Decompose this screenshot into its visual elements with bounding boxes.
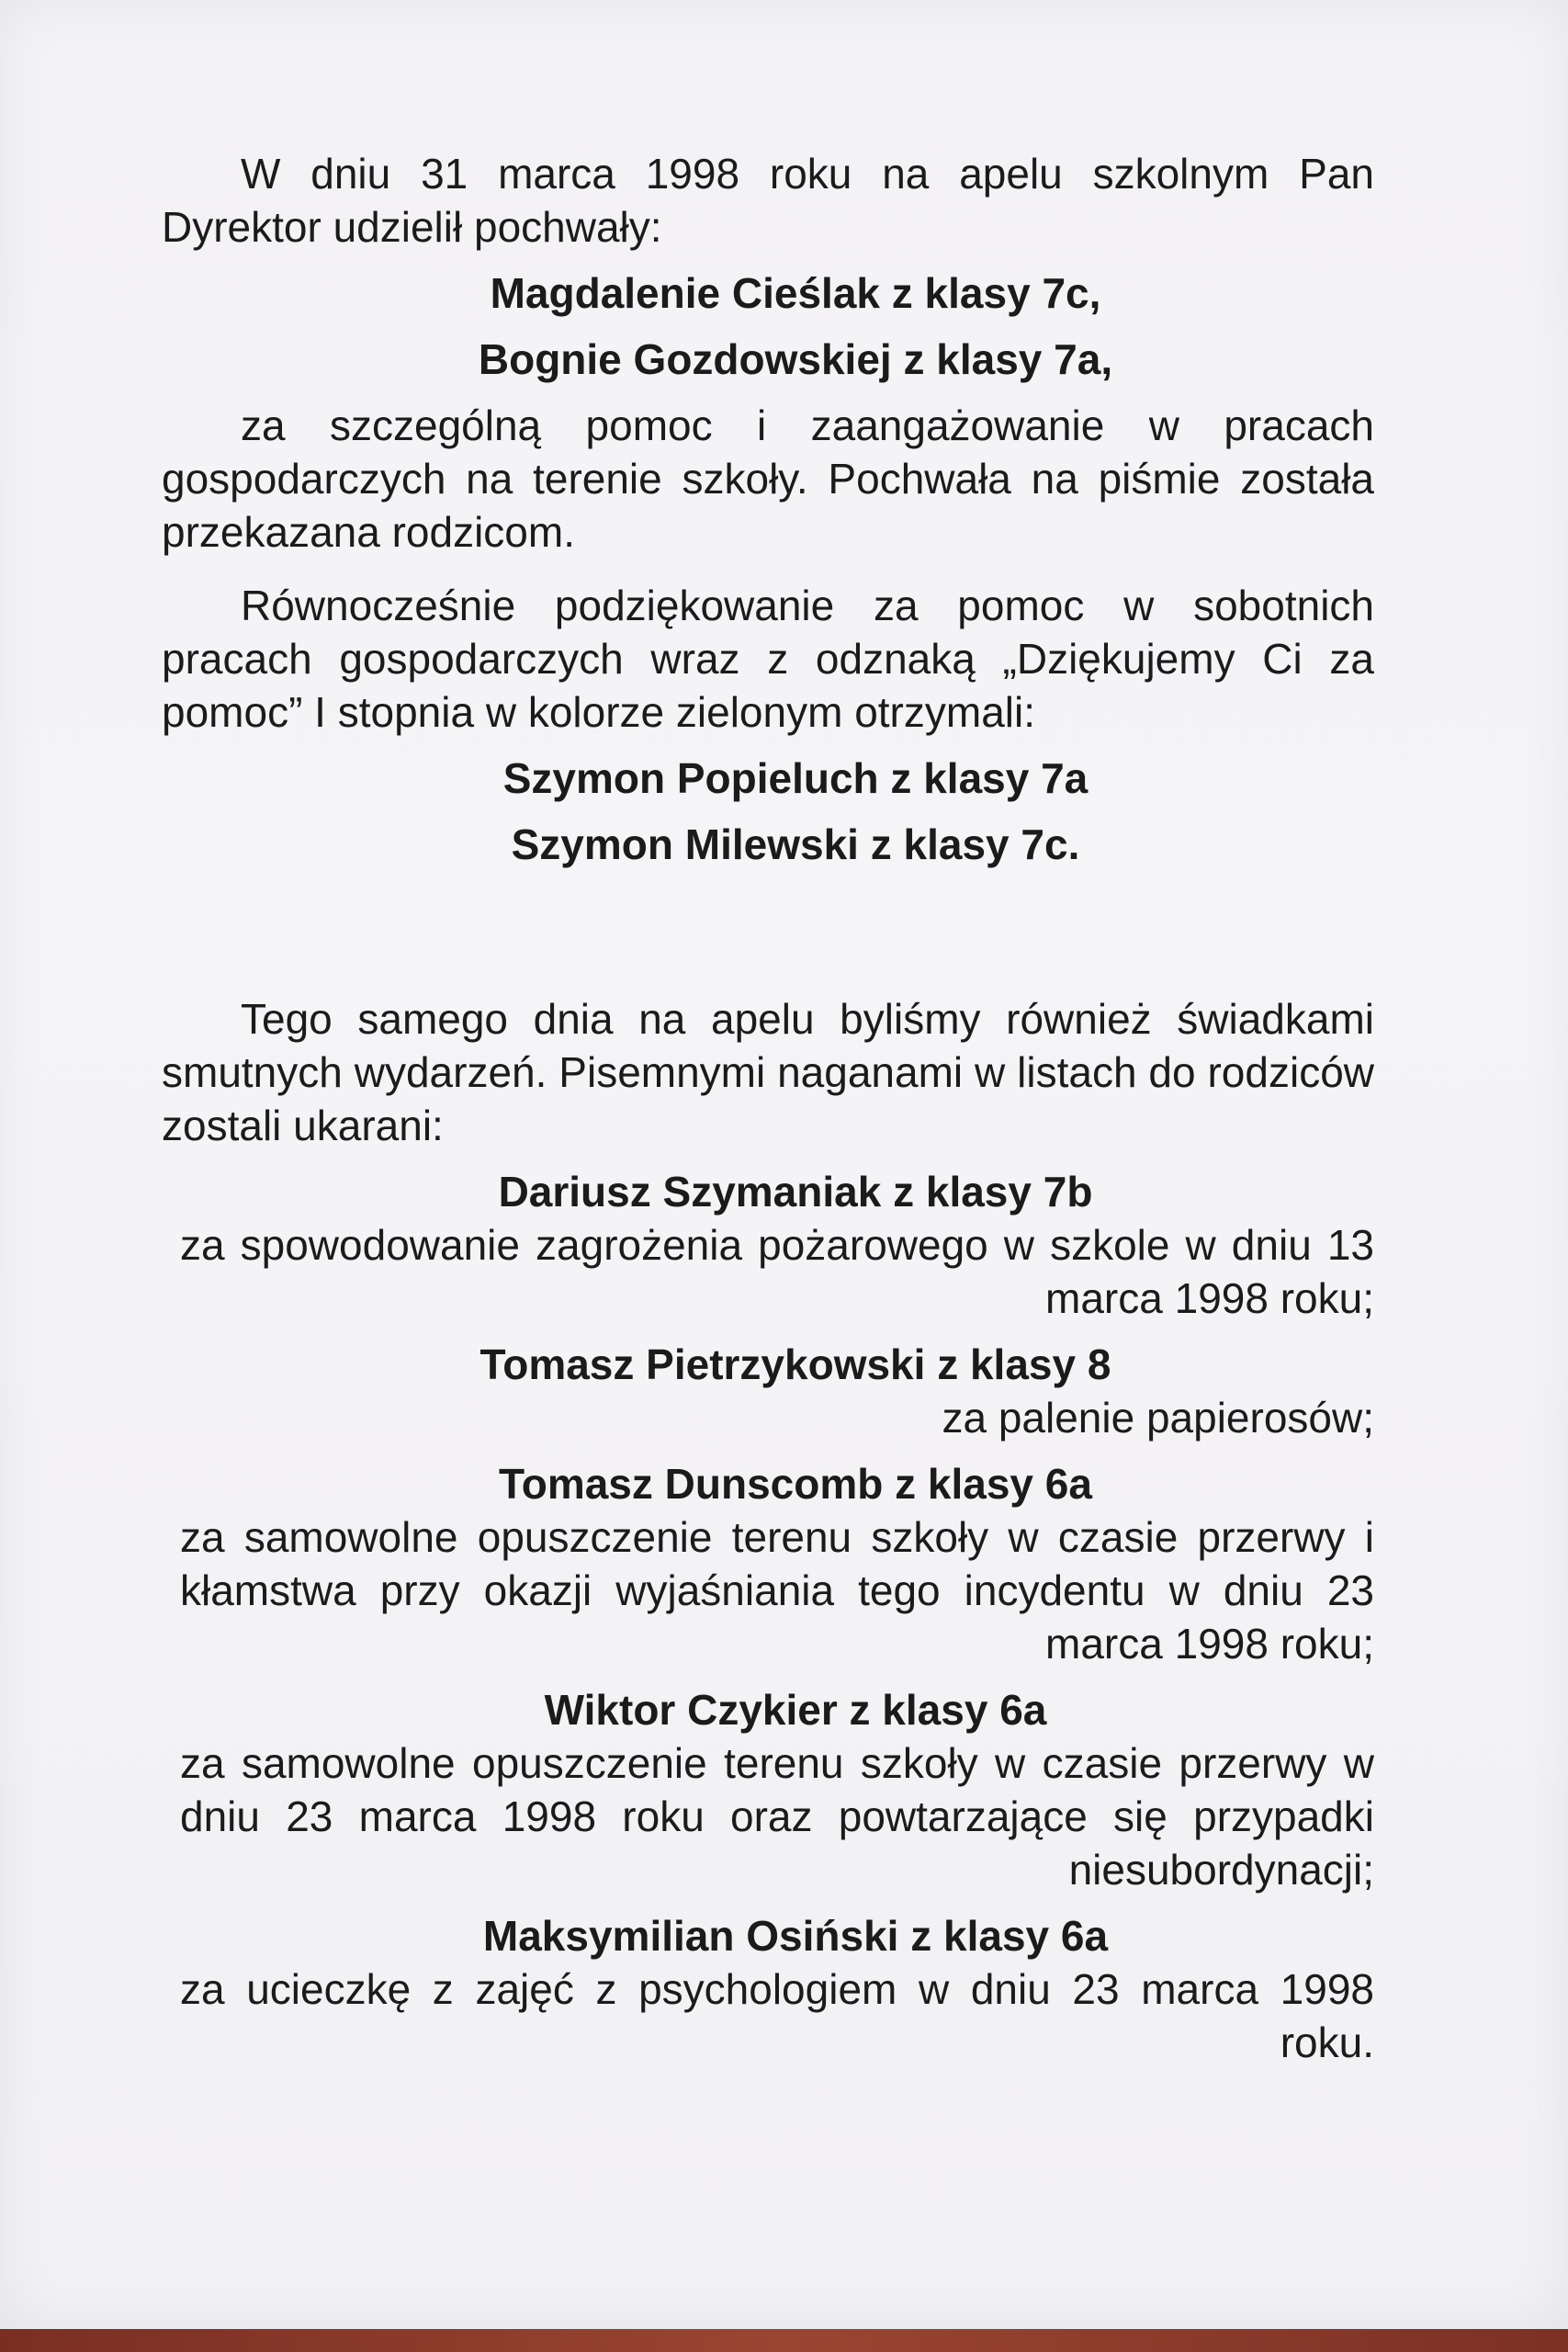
praise-intro: W dniu 31 marca 1998 roku na apelu szkolnym Pan Dyrektor udzielił pochwały:	[162, 150, 1374, 251]
praise-reason: za szczególną pomoc i zaangażowanie w pracach gospodarczych na terenie szkoły. Pochwała na piśmie została przekazana rodzicom.	[162, 401, 1374, 556]
reprimand-reason: za ucieczkę z zajęć z psychologiem w dniu 23 marca 1998 roku.	[180, 1965, 1374, 2066]
reprimanded-student-name: Maksymilian Osiński z klasy 6a	[482, 1912, 1109, 1960]
reprimanded-student-name: Tomasz Dunscomb z klasy 6a	[499, 1460, 1092, 1508]
praised-student-name: Bognie Gozdowskiej z klasy 7a,	[478, 335, 1113, 383]
document-body	[162, 147, 1374, 2069]
reprimand-reason: za spowodowanie zagrożenia pożarowego w szkole w dniu 13 marca 1998 roku;	[180, 1221, 1374, 1322]
reprimand-reason: za samowolne opuszczenie terenu szkoły w czasie przerwy w dniu 23 marca 1998 roku oraz powtarzające się przypadki niesubordynacji;	[180, 1739, 1374, 1894]
reprimanded-student-name: Wiktor Czykier z klasy 6a	[544, 1686, 1047, 1734]
reprimand-reason: za samowolne opuszczenie terenu szkoły w czasie przerwy i kłamstwa przy okazji wyjaśniania tego incydentu w dniu 23 marca 1998 roku;	[180, 1513, 1374, 1668]
praised-student-name: Magdalenie Cieślak z klasy 7c,	[490, 269, 1101, 317]
reprimanded-student-name: Tomasz Pietrzykowski z klasy 8	[479, 1340, 1111, 1388]
thanks-intro: Równocześnie podziękowanie za pomoc w sobotnich pracach gospodarczych wraz z odznaką „Dziękujemy Ci za pomoc” I stopnia w kolorze zielonym otrzymali:	[162, 582, 1374, 736]
reprimand-reason: za palenie papierosów;	[942, 1394, 1374, 1442]
thanked-student-name: Szymon Popieluch z klasy 7a	[502, 754, 1089, 802]
table-surface	[0, 2329, 1568, 2352]
reprimanded-student-name: Dariusz Szymaniak z klasy 7b	[498, 1168, 1093, 1216]
thanked-student-name: Szymon Milewski z klasy 7c.	[511, 820, 1080, 868]
reprimand-intro: Tego samego dnia na apelu byliśmy również świadkami smutnych wydarzeń. Pisemnymi naganami w listach do rodziców zostali ukarani:	[162, 995, 1374, 1149]
